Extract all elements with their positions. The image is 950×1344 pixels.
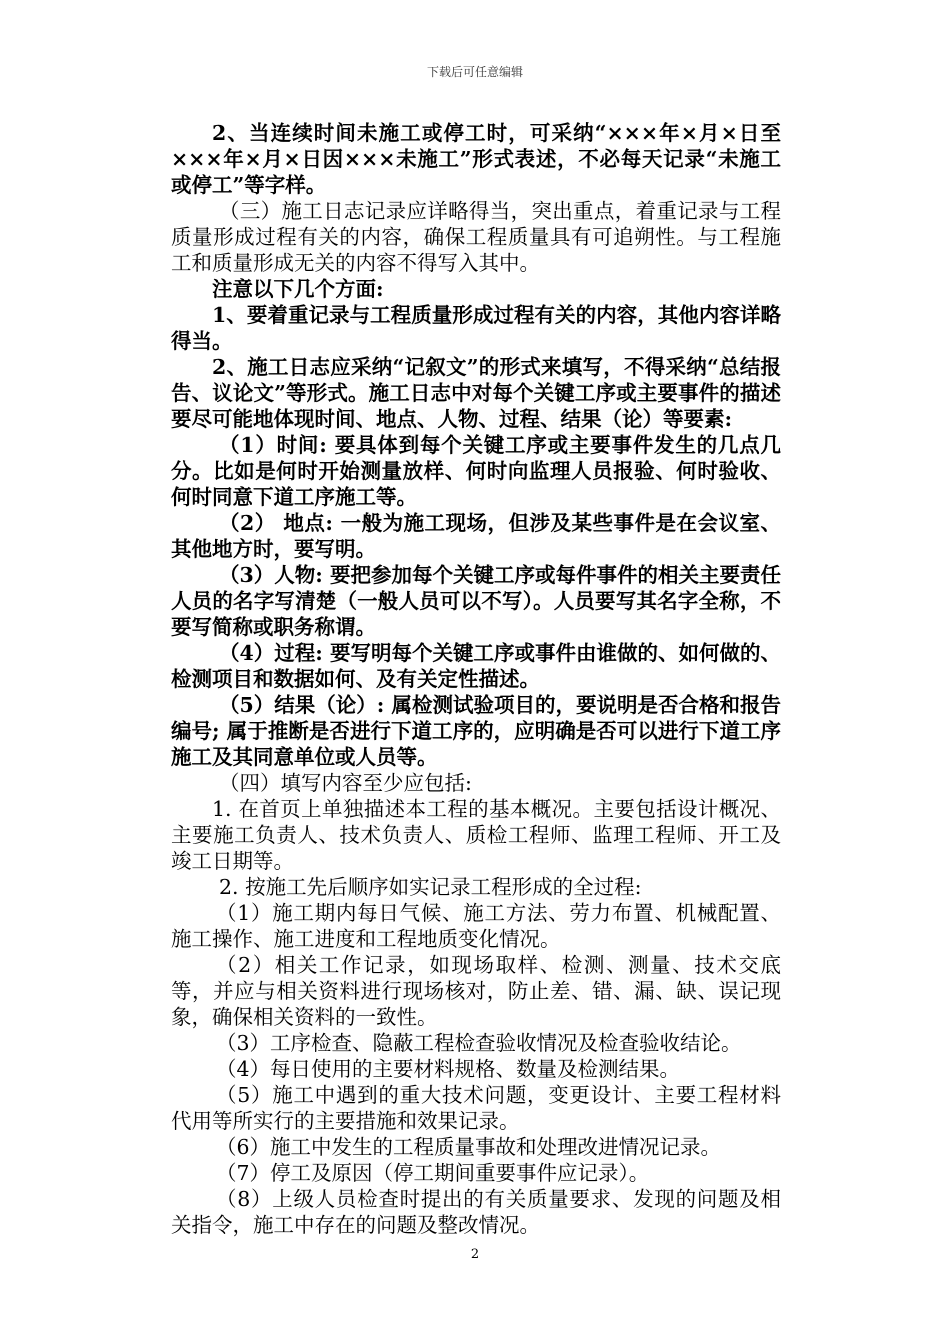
paragraph-section-3: （三）施工日志记录应详略得当，突出重点，着重记录与工程质量形成过程有关的内容，确保工程质量具有可追朔性。与工程施工和质量形成无关的内容不得写入其中。: [171, 199, 781, 275]
paragraph-content-2: 2. 按施工先后顺序如实记录工程形成的全过程:: [219, 875, 642, 899]
paragraph-element-time: （1）时间: 要具体到每个关键工序或主要事件发生的几点几分。比如是何时开始测量放样、何时向监理人员报验、何时验收、何时同意下道工序施工等。: [171, 433, 781, 509]
paragraph-note-2: 2、施工日志应采纳“记叙文”的形式来填写，不得采纳“总结报告、议论文”等形式。施工日志中对每个关键工序或主要事件的描述要尽可能地体现时间、地点、人物、过程、结果（论）等要素:: [171, 355, 781, 431]
paragraph-item-6: （6）施工中发生的工程质量事故和处理改进情况记录。: [216, 1135, 722, 1159]
page-number: 2: [470, 1247, 480, 1262]
paragraph-item-7: （7）停工及原因（停工期间重要事件应记录）。: [216, 1161, 650, 1185]
paragraph-element-place: （2） 地点: 一般为施工现场，但涉及某些事件是在会议室、其他地方时，要写明。: [171, 511, 781, 561]
paragraph-content-1: 1. 在首页上单独描述本工程的基本概况。主要包括设计概况、主要施工负责人、技术负责人、质检工程师、监理工程师、开工及竣工日期等。: [171, 797, 781, 873]
page-header: 下载后可任意编辑: [426, 65, 523, 79]
paragraph-element-process: （4）过程: 要写明每个关键工序或事件由谁做的、如何做的、检测项目和数据如何、及有关定性描述。: [171, 641, 781, 691]
paragraph-section-4: （四）填写内容至少应包括:: [219, 771, 472, 795]
paragraph-item-1: （1）施工期内每日气候、施工方法、劳力布置、机械配置、施工操作、施工进度和工程地质变化情况。: [171, 901, 781, 951]
paragraph-note-1: 1、要着重记录与工程质量形成过程有关的内容，其他内容详略得当。: [171, 303, 781, 353]
document-body: [171, 120, 781, 1238]
paragraph-notes-heading: 注意以下几个方面:: [212, 277, 384, 301]
paragraph-item-3: （3）工序检查、隐蔽工程检查验收情况及检查验收结论。: [216, 1031, 742, 1055]
paragraph-continuous-no-work: 2、当连续时间未施工或停工时，可采纳“×××年×月×日至×××年×月×日因×××未施工”形式表述，不必每天记录“未施工或停工”等字样。: [171, 121, 781, 197]
paragraph-item-8: （8）上级人员检查时提出的有关质量要求、发现的问题及相关指令，施工中存在的问题及整改情况。: [171, 1187, 781, 1237]
paragraph-item-4: （4）每日使用的主要材料规格、数量及检测结果。: [216, 1057, 681, 1081]
paragraph-item-5: （5）施工中遇到的重大技术问题，变更设计、主要工程材料代用等所实行的主要措施和效果记录。: [171, 1083, 781, 1133]
paragraph-element-result: （5）结果（论）: 属检测试验项目的，要说明是否合格和报告编号; 属于推断是否进行下道工序的，应明确是否可以进行下道工序施工及其同意单位或人员等。: [171, 693, 781, 769]
paragraph-item-2: （2）相关工作记录，如现场取样、检测、测量、技术交底等，并应与相关资料进行现场核对，防止差、错、漏、缺、误记现象，确保相关资料的一致性。: [171, 953, 781, 1029]
paragraph-element-people: （3）人物: 要把参加每个关键工序或每件事件的相关主要责任人员的名字写清楚（一般人员可以不写）。人员要写其名字全称，不要写简称或职务称谓。: [171, 563, 781, 639]
